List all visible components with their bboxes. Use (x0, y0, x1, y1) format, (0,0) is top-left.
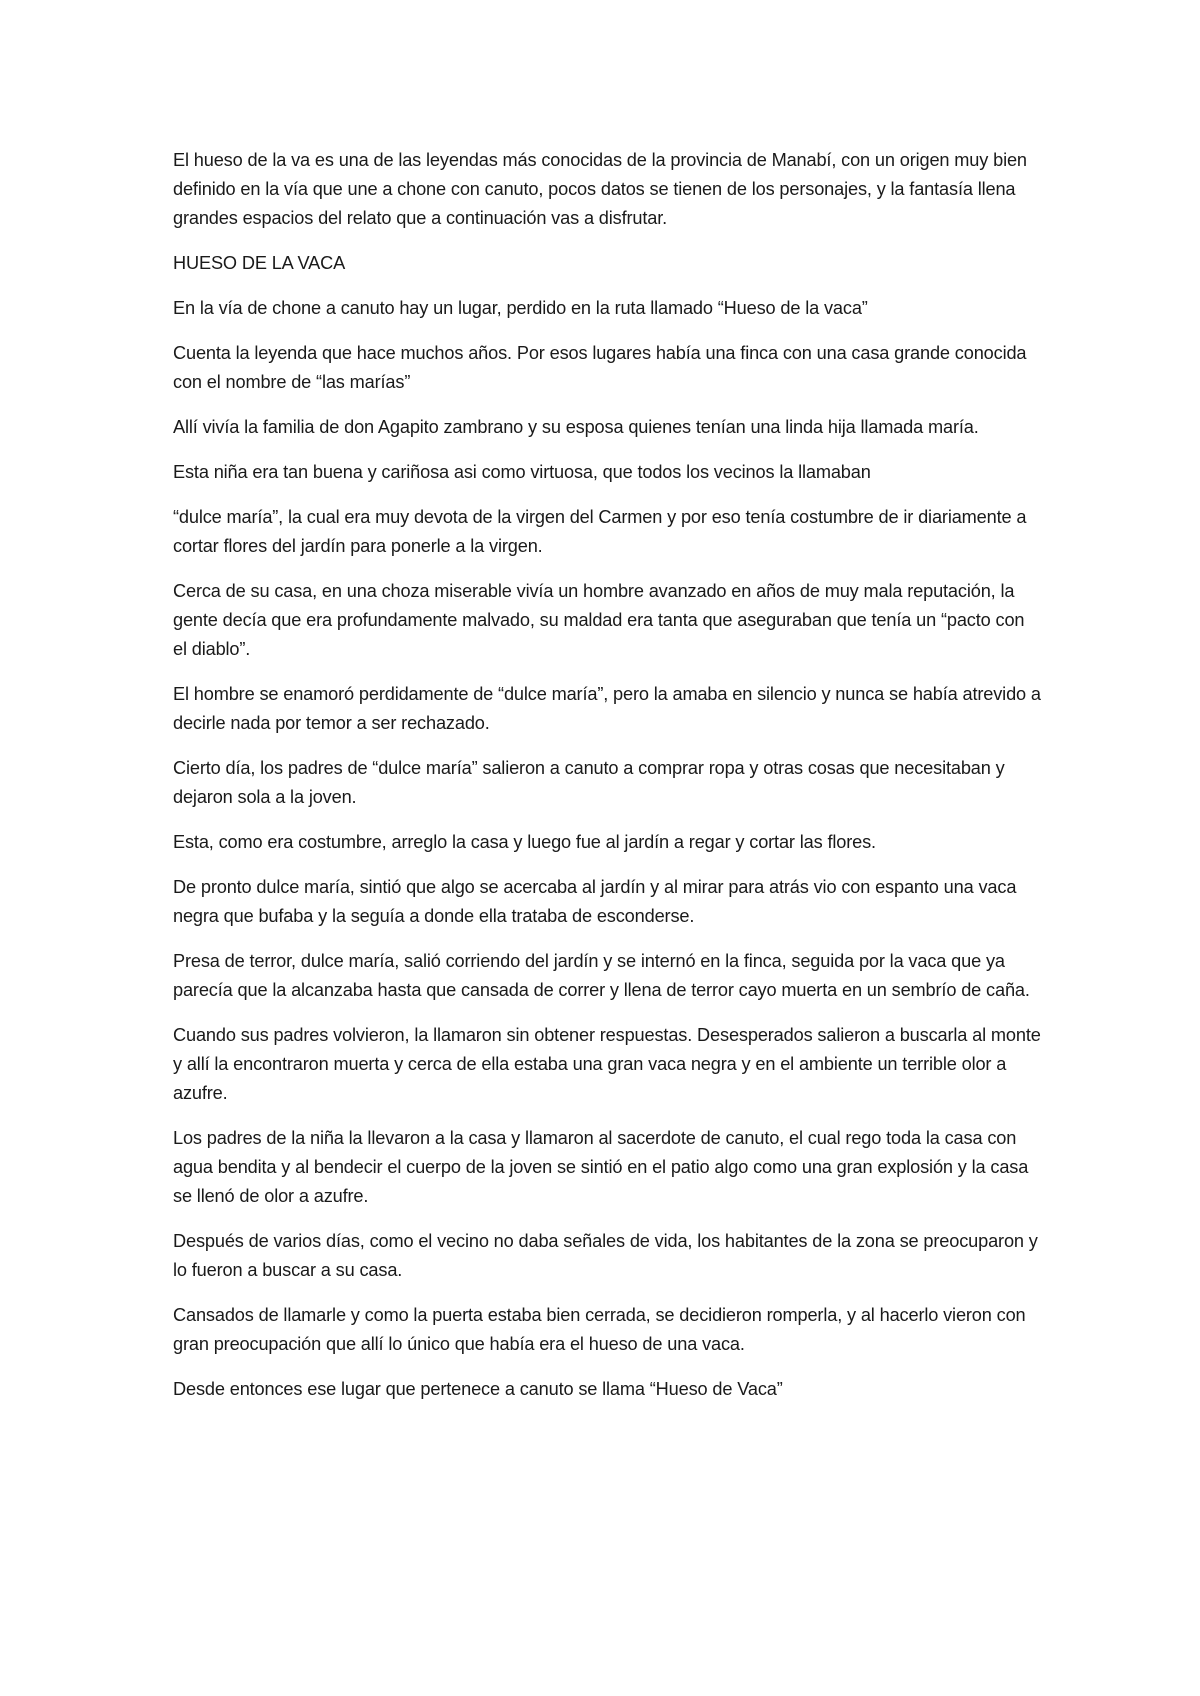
paragraph: En la vía de chone a canuto hay un lugar, perdido en la ruta llamado “Hueso de la vaca” (173, 298, 868, 318)
paragraph: Esta niña era tan buena y cariñosa asi como virtuosa, que todos los vecinos la llamaban (173, 462, 871, 482)
paragraph: El hombre se enamoró perdidamente de “dulce maría”, pero la amaba en silencio y nunca se había atrevido a decirle nada por temor a ser rechazado. (173, 684, 1041, 733)
paragraph: De pronto dulce maría, sintió que algo se acercaba al jardín y al mirar para atrás vio con espanto una vaca negra que bufaba y la seguía a donde ella trataba de esconderse. (173, 877, 1017, 926)
paragraph: Esta, como era costumbre, arreglo la casa y luego fue al jardín a regar y cortar las flores. (173, 832, 876, 852)
paragraph: Cuando sus padres volvieron, la llamaron sin obtener respuestas. Desesperados salieron a buscarla al monte y allí la encontraron muerta y cerca de ella estaba una gran vaca negra y en el ambiente un terrible olor a azufre. (173, 1025, 1041, 1103)
paragraph: Cierto día, los padres de “dulce maría” salieron a canuto a comprar ropa y otras cosas que necesitaban y dejaron sola a la joven. (173, 758, 1005, 807)
paragraph: Cerca de su casa, en una choza miserable vivía un hombre avanzado en años de muy mala reputación, la gente decía que era profundamente malvado, su maldad era tanta que aseguraban que tenía un “pacto con el diablo”. (173, 581, 1025, 659)
paragraph: Cansados de llamarle y como la puerta estaba bien cerrada, se decidieron romperla, y al hacerlo vieron con gran preocupación que allí lo único que había era el hueso de una vaca. (173, 1305, 1026, 1354)
intro-paragraph: El hueso de la va es una de las leyendas más conocidas de la provincia de Manabí, con un origen muy bien definido en la vía que une a chone con canuto, pocos datos se tienen de los personajes, y la fantasía llena grandes espacios del relato que a continuación vas a disfrutar. (173, 150, 1027, 228)
document-body (173, 146, 1043, 1420)
paragraph: Los padres de la niña la llevaron a la casa y llamaron al sacerdote de canuto, el cual rego toda la casa con agua bendita y al bendecir el cuerpo de la joven se sintió en el patio algo como una gran explosión y la casa se llenó de olor a azufre. (173, 1128, 1029, 1206)
paragraph: Cuenta la leyenda que hace muchos años. Por esos lugares había una finca con una casa grande conocida con el nombre de “las marías” (173, 343, 1027, 392)
paragraph: “dulce maría”, la cual era muy devota de la virgen del Carmen y por eso tenía costumbre de ir diariamente a cortar flores del jardín para ponerle a la virgen. (173, 507, 1027, 556)
paragraph: Presa de terror, dulce maría, salió corriendo del jardín y se internó en la finca, seguida por la vaca que ya parecía que la alcanzaba hasta que cansada de correr y llena de terror cayo muerta en un sembrío de caña. (173, 951, 1030, 1000)
story-title: HUESO DE LA VACA (173, 253, 346, 273)
paragraph: Allí vivía la familia de don Agapito zambrano y su esposa quienes tenían una linda hija llamada maría. (173, 417, 979, 437)
paragraph: Después de varios días, como el vecino no daba señales de vida, los habitantes de la zona se preocuparon y lo fueron a buscar a su casa. (173, 1231, 1038, 1280)
closing-paragraph: Desde entonces ese lugar que pertenece a canuto se llama “Hueso de Vaca” (173, 1379, 783, 1399)
